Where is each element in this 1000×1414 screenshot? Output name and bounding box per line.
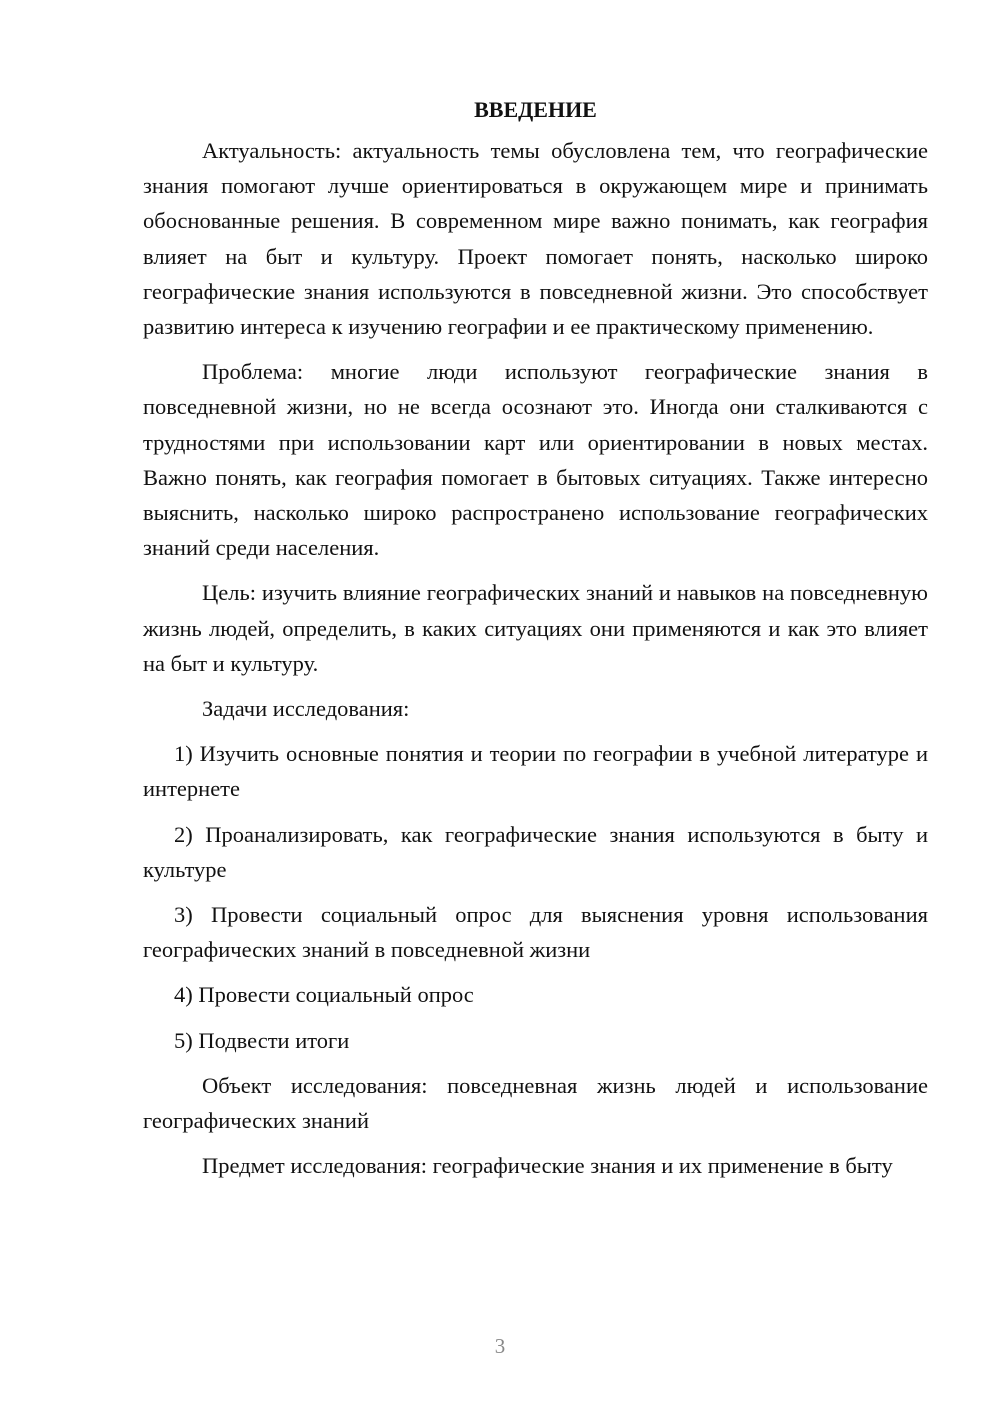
object-paragraph: Объект исследования: повседневная жизнь людей и использование географических знаний (143, 1072, 928, 1134)
tasks-heading: Задачи исследования: (202, 696, 410, 722)
page-number: 3 (494, 1334, 506, 1358)
task-item: 5) Подвести итоги (174, 1027, 350, 1053)
subject-paragraph: Предмет исследования: географические знания и их применение в быту (202, 1153, 893, 1179)
goal-paragraph: Цель: изучить влияние географических знаний и навыков на повседневную жизнь людей, определить, в каких ситуациях они применяются и как это влияет на быт и культуру. (143, 580, 928, 676)
problem-paragraph: Проблема: многие люди используют географические знания в повседневной жизни, но не всегда осознают это. Иногда они сталкиваются с трудностями при использовании карт или ориентировании в новых местах. Важно понять, как география помогает в бытовых ситуациях. Также интересно выяснить, насколько широко распространено использование географических знаний среди населения. (143, 359, 928, 561)
section-title: ВВЕДЕНИЕ (474, 97, 597, 122)
tasks-list (143, 736, 928, 1058)
task-item: 1) Изучить основные понятия и теории по географии в учебной литературе и интернете (143, 741, 928, 802)
document-page (143, 92, 928, 1183)
task-item: 3) Провести социальный опрос для выяснения уровня использования географических знаний в повседневной жизни (143, 902, 928, 963)
relevance-paragraph: Актуальность: актуальность темы обусловлена тем, что географические знания помогают лучше ориентироваться в окружающем мире и принимать обоснованные решения. В современном мире важно понимать, как география влияет на быт и культуру. Проект помогает понять, насколько широко географические знания используются в повседневной жизни. Это способствует развитию интереса к изучению географии и ее практическому применению. (143, 138, 928, 340)
task-item: 4) Провести социальный опрос (174, 982, 474, 1008)
task-item: 2) Проанализировать, как географические знания используются в быту и культуре (143, 821, 928, 882)
